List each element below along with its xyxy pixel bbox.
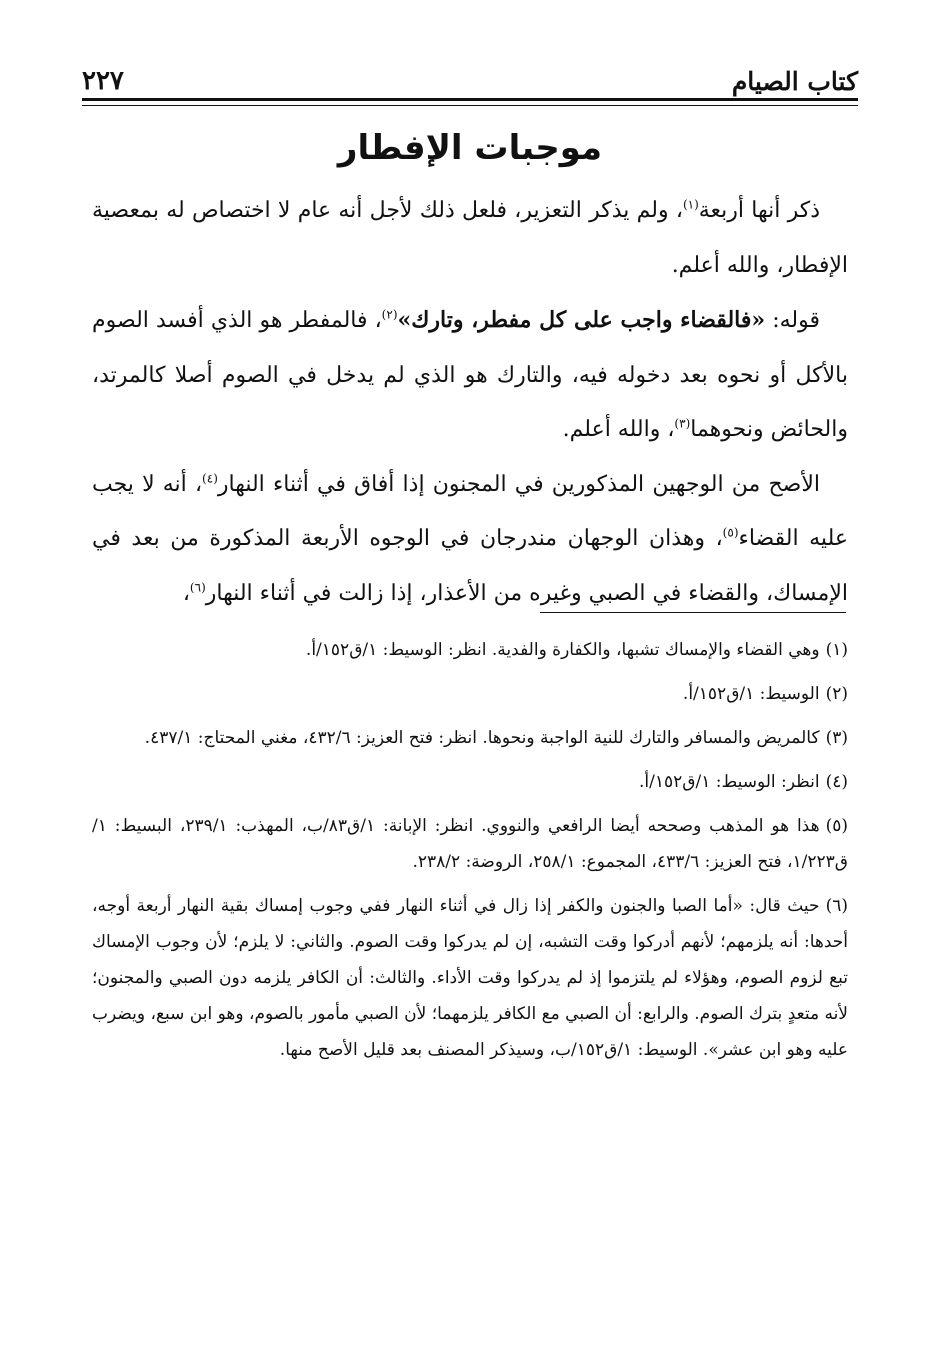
footnote-text: الوسيط: ١/ق١٥٢/أ. — [682, 684, 820, 704]
paragraph-2 — [92, 293, 848, 458]
paragraph-text: قوله: — [765, 308, 820, 333]
footnote-text: كالمريض والمسافر والتارك للنية الواجبة ونحوها. انظر: فتح العزيز: ٤٣٢/٦، مغني المحتاج: ٤٣٧/١. — [144, 728, 820, 748]
footnote-ref: (٥) — [722, 525, 739, 540]
footnote-6 — [92, 888, 848, 1068]
footnote-3 — [92, 720, 848, 756]
paragraph-1 — [92, 184, 848, 293]
footnote-separator — [540, 612, 846, 613]
footnote-number: (٦) — [825, 896, 848, 916]
footnote-ref: (٣) — [674, 416, 691, 431]
paragraph-text: ، فالمفطر هو الذي أفسد الصوم بالأكل أو نحوه بعد دخوله فيه، والتارك هو الذي لم يدخل في الصوم أصلا كالمرتد، والحائض ونحوهما — [92, 308, 848, 442]
footnotes — [92, 632, 848, 1076]
footnote-ref: (١) — [682, 197, 699, 212]
footnote-1 — [92, 632, 848, 668]
paragraph-text: الأصح من الوجهين المذكورين في المجنون إذا أفاق في أثناء النهار — [217, 471, 820, 497]
page-number: ٢٢٧ — [82, 66, 124, 96]
paragraph-3 — [92, 458, 848, 622]
quoted-text: «فالقضاء واجب على كل مفطر، وتارك» — [397, 307, 766, 333]
footnote-number: (١) — [825, 640, 848, 660]
footnote-ref: (٢) — [381, 307, 398, 322]
footnote-number: (٣) — [825, 728, 848, 748]
footnote-text: حيث قال: «أما الصبا والجنون والكفر إذا زال في أثناء النهار ففي وجوب إمساك بقية النهار أربعة أوجه، أحدها: أنه يلزمهم؛ لأنهم أدركوا وقت التشبه، إن لم يدركوا وقت الصوم. والثاني: لا يلزم؛ لأن وجوب الإمساك تبع لزوم الصوم، وهؤلاء لم يلتزموا إذ لم يدركوا وقت الأداء. والثالث: أن الكافر يلزمه دون الصبي والمجنون؛ لأنه متعدٍ بترك الصوم. والرابع: أن الصبي مع الكافر يلزمهما؛ لأن الصبي مأمور بالصوم، وهو ابن سبع، ويضرب عليه وهو ابن عشر». الوسيط: ١/ق١٥٢/ب، وسيذكر المصنف بعد قليل الأصح منها. — [92, 896, 848, 1060]
paragraph-text: ، — [182, 580, 190, 606]
paragraph-text: ، والله أعلم. — [562, 417, 675, 442]
footnote-text: هذا هو المذهب وصححه أيضا الرافعي والنووي. انظر: الإبانة: ١/ق٨٣/ب، المهذب: ٢٣٩/١، البسيط: ١/ق١/٢٢٣، فتح العزيز: ٤٣٣/٦، المجموع: ٢٥٨/١، الروضة: ٢٣٨/٢. — [92, 816, 848, 872]
paragraph-text: ، وهذان الوجهان مندرجان في الوجوه الأربعة المذكورة من بعد في الإمساك، والقضاء في الصبي وغيره من الأعذار، إذا زالت في أثناء النهار — [92, 526, 848, 606]
footnote-text: وهي القضاء والإمساك تشبها، والكفارة والفدية. انظر: الوسيط: ١/ق١٥٢/أ. — [305, 640, 820, 660]
footnote-4 — [92, 764, 848, 800]
footnote-number: (٢) — [825, 684, 848, 704]
book-title: كتاب الصيام — [731, 67, 858, 96]
paragraph-text: ، أنه لا يجب عليه القضاء — [92, 471, 848, 551]
footnote-ref: (٦) — [189, 580, 206, 595]
section-title: موجبات الإفطار — [337, 128, 603, 168]
footnote-number: (٥) — [825, 816, 848, 836]
paragraph-text: ذكر أنها أربعة — [698, 198, 820, 223]
footnote-5 — [92, 808, 848, 880]
running-header — [82, 58, 858, 94]
footnote-text: انظر: الوسيط: ١/ق١٥٢/أ. — [639, 772, 820, 792]
footnote-number: (٤) — [825, 772, 848, 792]
footnote-ref: (٤) — [202, 471, 218, 486]
header-rule-thick — [82, 98, 858, 101]
main-text — [92, 184, 848, 621]
paragraph-text: ، ولم يذكر التعزير، فلعل ذلك لأجل أنه عام لا اختصاص له بمعصية الإفطار، والله أعلم. — [92, 198, 848, 278]
footnote-2 — [92, 676, 848, 712]
header-rule-thin — [82, 105, 858, 106]
